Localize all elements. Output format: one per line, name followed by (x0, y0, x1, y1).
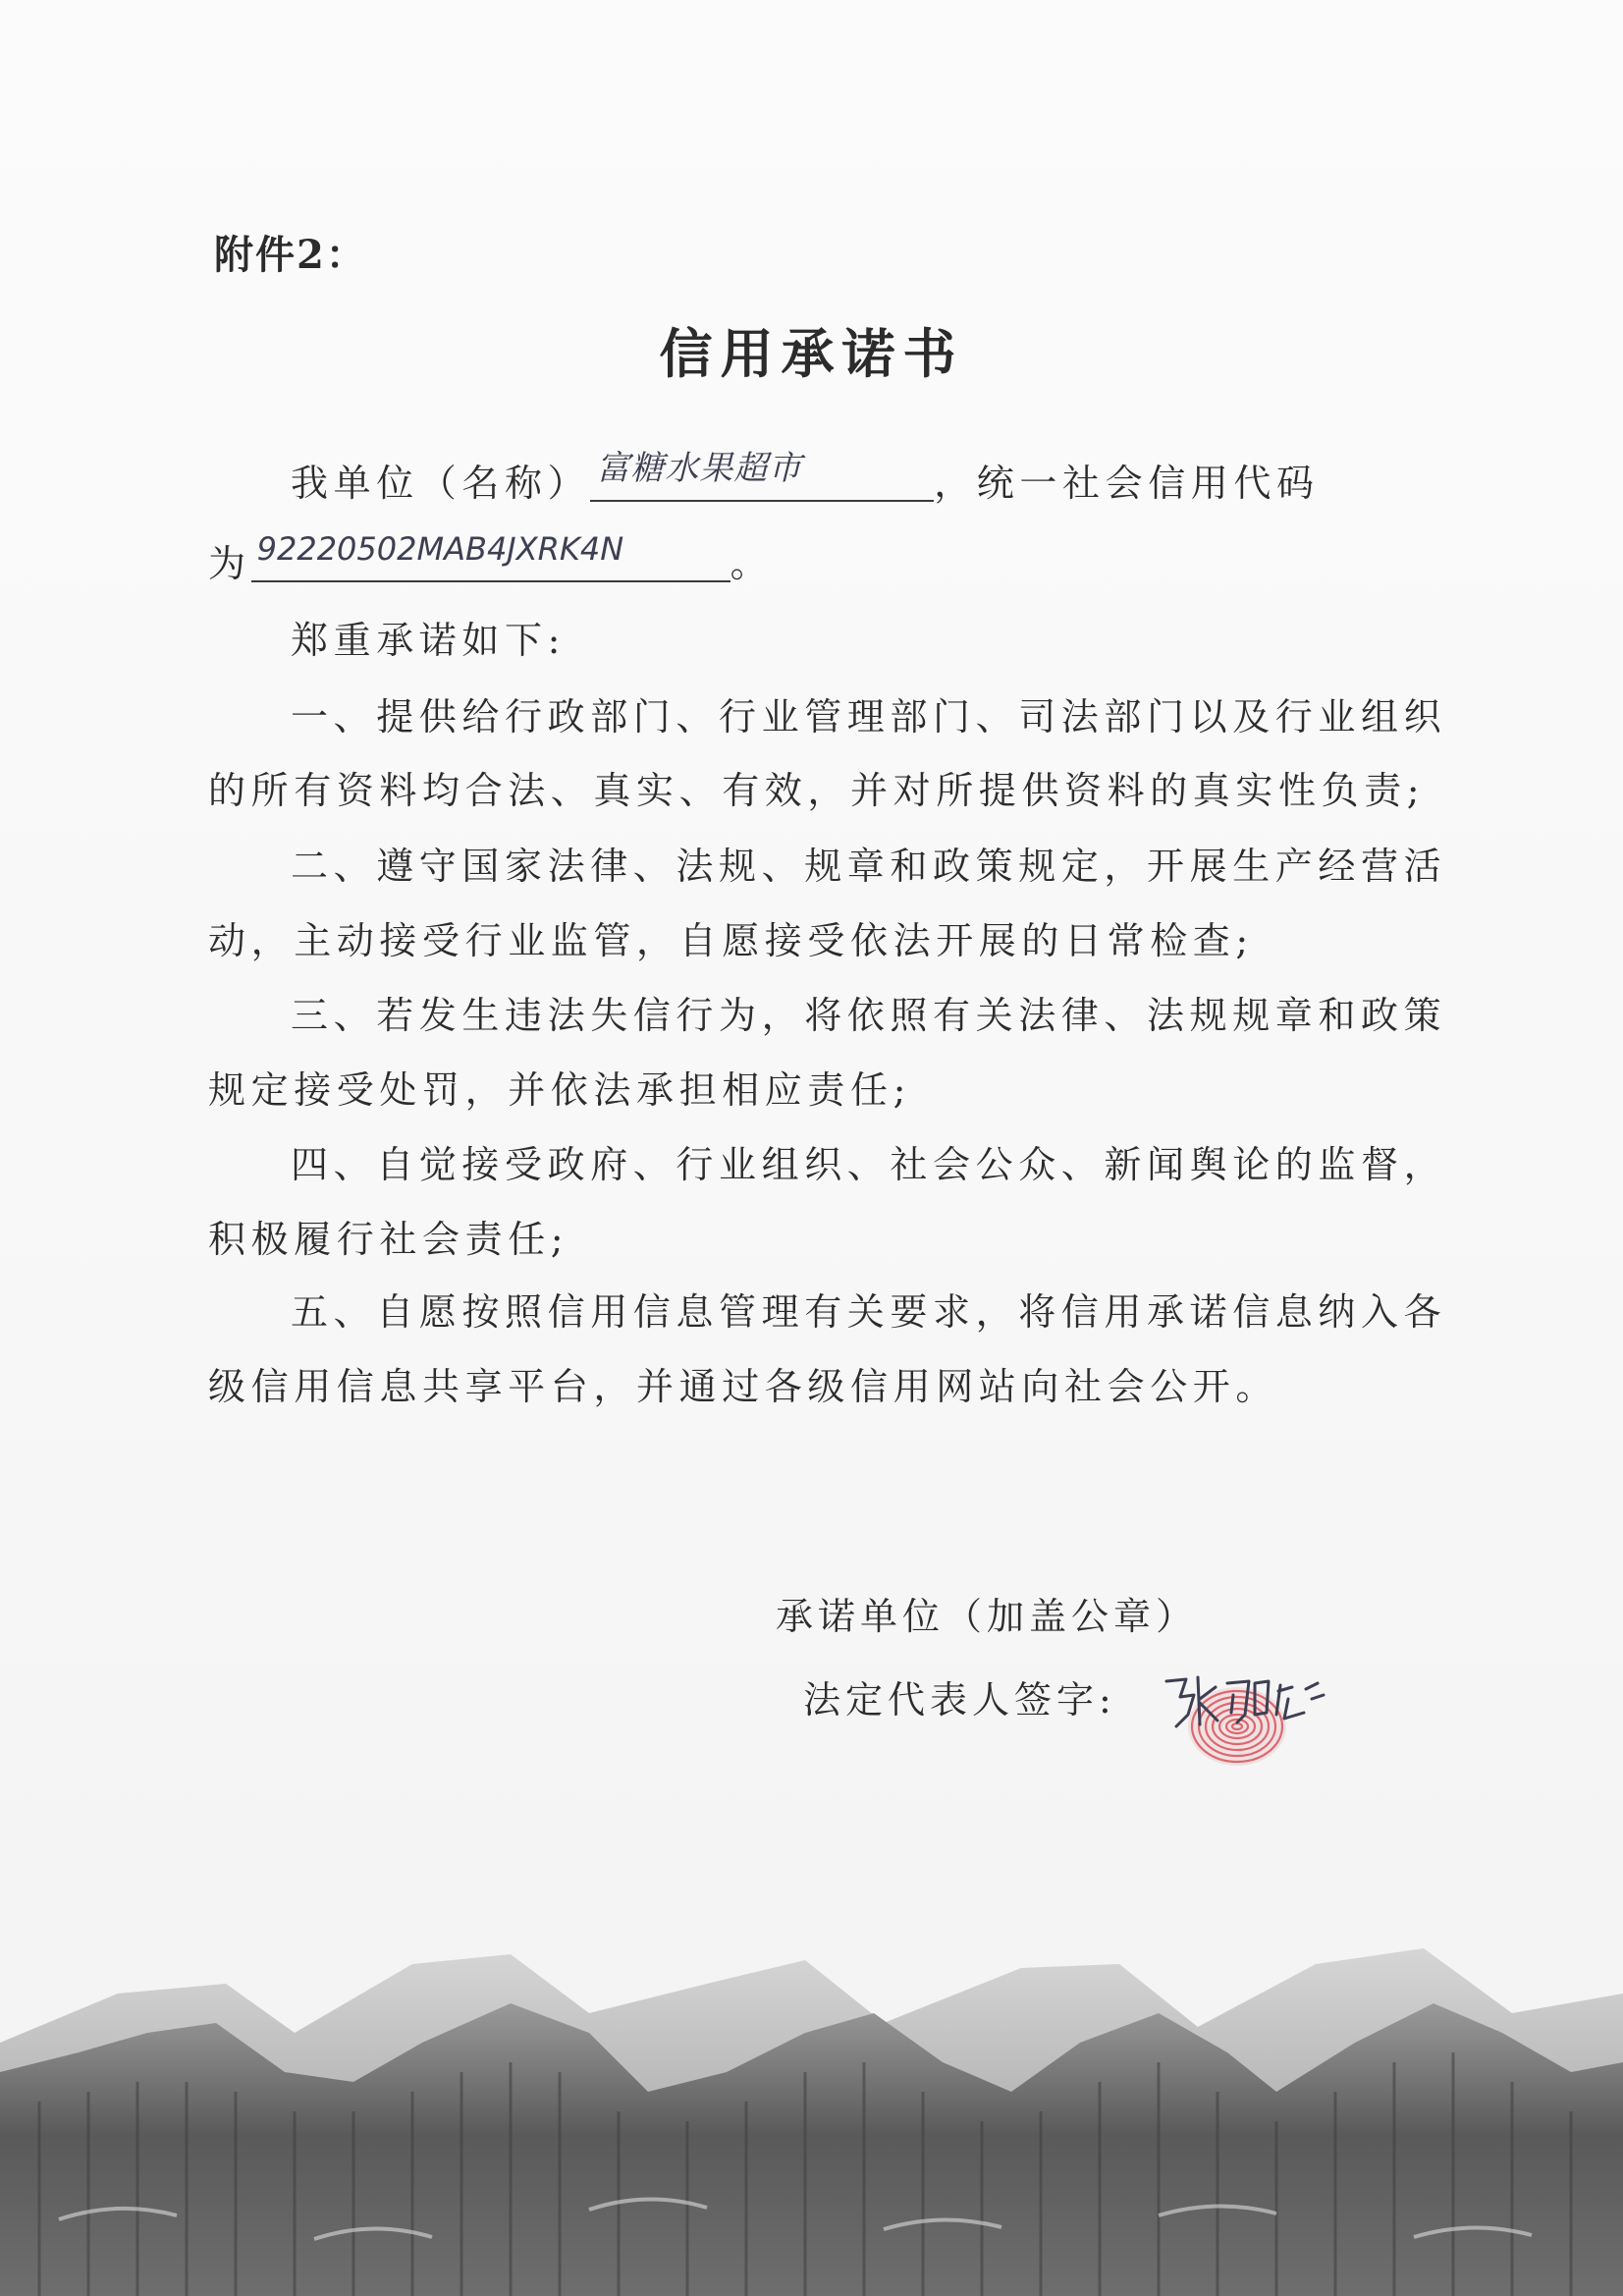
item-2-line-1: 二、遵守国家法律、法规、规章和政策规定，开展生产经营活 (291, 845, 1447, 888)
intro-line-2 (208, 530, 774, 593)
item-3-line-2: 规定接受处罚，并依法承担相应责任; (208, 1068, 912, 1112)
unit-name-handwritten: 富糖水果超市 (596, 449, 803, 488)
pledge-intro: 郑重承诺如下: (291, 619, 567, 662)
intro-line2-prefix: 为 (208, 542, 251, 585)
intro-line-1 (291, 449, 1320, 513)
attachment-label: 附件2： (214, 232, 367, 278)
legal-rep-signature (1159, 1669, 1325, 1738)
unit-name-blank (590, 449, 934, 502)
credit-code-handwritten: 92220502MAB4JXRK4N (256, 530, 624, 568)
document-title: 信用承诺书 (659, 322, 964, 385)
intro-prefix: 我单位（名称） (291, 462, 591, 505)
item-5-line-1: 五、自愿按照信用信息管理有关要求，将信用承诺信息纳入各 (291, 1290, 1447, 1334)
legal-rep-label: 法定代表人签字: (803, 1678, 1116, 1722)
item-1-line-2: 的所有资料均合法、真实、有效，并对所提供资料的真实性负责; (208, 769, 1426, 812)
item-5-line-2: 级信用信息共享平台，并通过各级信用网站向社会公开。 (208, 1365, 1279, 1408)
pledge-unit-label: 承诺单位（加盖公章） (776, 1595, 1199, 1638)
item-4-line-1: 四、自觉接受政府、行业组织、社会公众、新闻舆论的监督， (291, 1143, 1447, 1186)
item-1-line-1: 一、提供给行政部门、行业管理部门、司法部门以及行业组织 (291, 695, 1447, 738)
intro-line2-suffix: 。 (730, 542, 774, 585)
decorative-mountain-band (0, 1925, 1623, 2296)
intro-suffix: ，统一社会信用代码 (934, 462, 1320, 505)
credit-code-blank (251, 530, 730, 582)
item-4-line-2: 积极履行社会责任; (208, 1218, 569, 1261)
item-2-line-2: 动，主动接受行业监管，自愿接受依法开展的日常检查; (208, 919, 1254, 962)
item-3-line-1: 三、若发生违法失信行为，将依照有关法律、法规规章和政策 (291, 994, 1447, 1037)
